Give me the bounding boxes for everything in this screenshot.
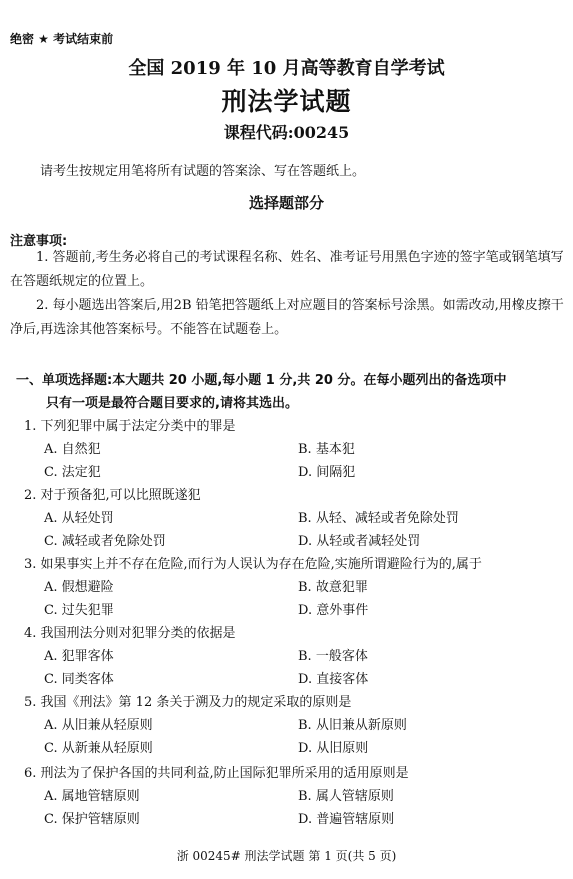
question-4-option-d: D. 直接客体 [298,672,369,687]
question-3-option-d: D. 意外事件 [298,603,369,618]
question-2-option-a: A. 从轻处罚 [44,511,114,526]
question-2-option-d: D. 从轻或者减轻处罚 [298,534,421,549]
question-5-option-b: B. 从旧兼从新原则 [298,718,407,733]
part1-heading-line2: 只有一项是最符合题目要求的,请将其选出。 [46,396,298,411]
question-1-option-d: D. 间隔犯 [298,465,356,480]
question-4-stem: 4. 我国刑法分则对犯罪分类的依据是 [24,626,236,641]
question-1-option-b: B. 基本犯 [298,442,355,457]
question-4-option-b: B. 一般客体 [298,649,368,664]
confidential-mark: 绝密 ★ 考试结束前 [10,32,114,46]
question-1-stem: 1. 下列犯罪中属于法定分类中的罪是 [24,419,236,434]
question-3-option-a: A. 假想避险 [44,580,114,595]
notes-heading: 注意事项: [10,234,68,249]
question-4-option-c: C. 同类客体 [44,672,114,687]
subject-title: 刑法学试题 [221,87,352,116]
question-6-option-a: A. 属地管辖原则 [44,789,140,804]
question-6-stem: 6. 刑法为了保护各国的共同利益,防止国际犯罪所采用的适用原则是 [24,766,409,781]
question-4-option-a: A. 犯罪客体 [44,649,114,664]
page-footer: 浙 00245# 刑法学试题 第 1 页(共 5 页) [176,849,397,863]
exam-title: 全国 2019 年 10 月高等教育自学考试 [128,58,445,79]
section-title: 选择题部分 [248,194,324,212]
question-1-option-a: A. 自然犯 [44,442,101,457]
question-2-stem: 2. 对于预备犯,可以比照既遂犯 [24,488,201,503]
question-3-option-c: C. 过失犯罪 [44,603,114,618]
question-5-option-d: D. 从旧原则 [298,741,369,756]
question-5-option-a: A. 从旧兼从轻原则 [44,718,153,733]
question-2-option-c: C. 减轻或者免除处罚 [44,534,166,549]
question-5-stem: 5. 我国《刑法》第 12 条关于溯及力的规定采取的原则是 [24,695,352,710]
question-6-option-d: D. 普遍管辖原则 [298,812,395,827]
instruction-text: 请考生按规定用笔将所有试题的答案涂、写在答题纸上。 [40,164,366,179]
question-3-stem: 3. 如果事实上并不存在危险,而行为人误认为存在危险,实施所谓避险行为的,属于 [24,557,482,572]
question-6-option-c: C. 保护管辖原则 [44,812,140,827]
question-5-option-c: C. 从新兼从轻原则 [44,741,153,756]
question-6-option-b: B. 属人管辖原则 [298,789,394,804]
part1-heading-line1: 一、单项选择题:本大题共 20 小题,每小题 1 分,共 20 分。在每小题列出的备选项中 [16,373,507,388]
course-code: 课程代码:00245 [223,123,350,142]
note-item-1: 1. 答题前,考生务必将自己的考试课程名称、姓名、准考证号用黑色字迹的签字笔或钢笔填写在答题纸规定的位置上。 [10,250,564,289]
question-2-option-b: B. 从轻、减轻或者免除处罚 [298,511,459,526]
question-1-option-c: C. 法定犯 [44,465,101,480]
question-3-option-b: B. 故意犯罪 [298,580,368,595]
note-item-2: 2. 每小题选出答案后,用2B 铅笔把答题纸上对应题目的答案标号涂黑。如需改动,用橡皮擦干净后,再选涂其他答案标号。不能答在试题卷上。 [10,298,564,337]
